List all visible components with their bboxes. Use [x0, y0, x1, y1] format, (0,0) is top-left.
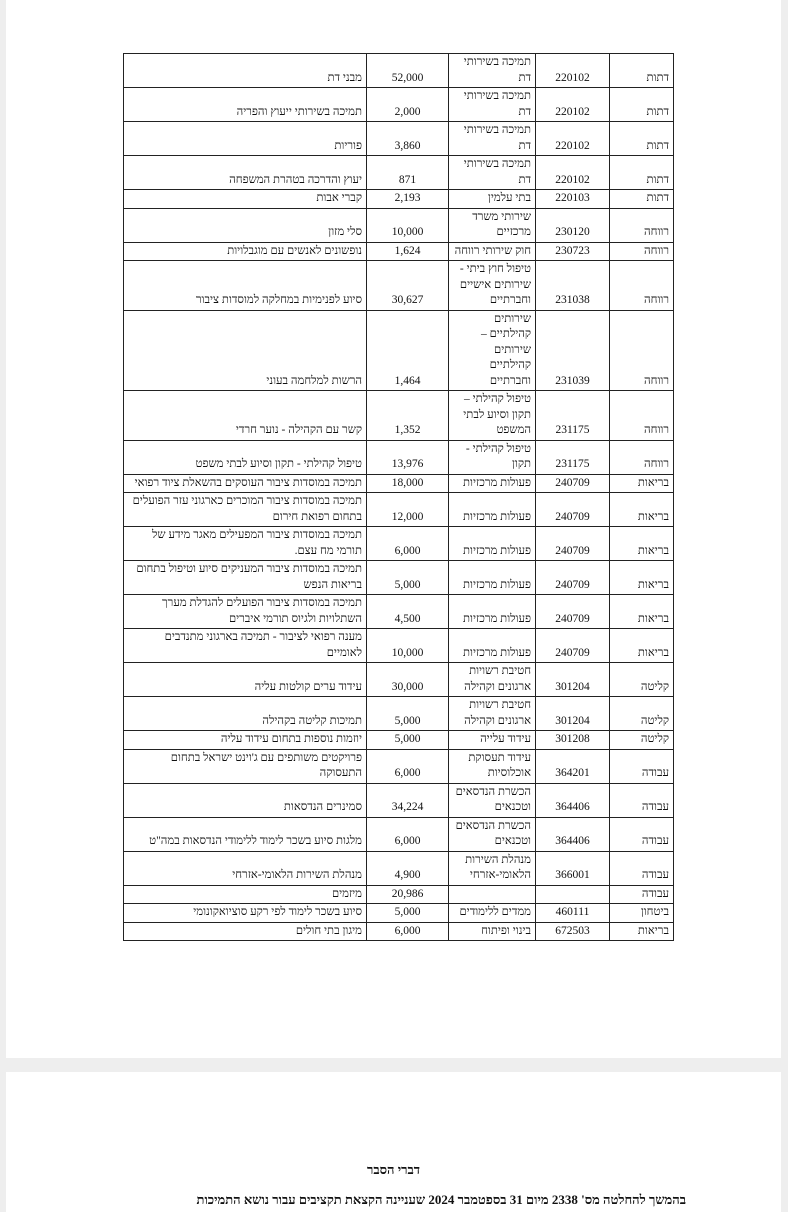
table-row [124, 474, 674, 493]
budget-item-cell: תמיכה בשירותי דת [449, 88, 536, 122]
budget-item-cell: פעולות מרכזיות [449, 474, 536, 493]
budget-item-cell: פעולות מרכזיות [449, 629, 536, 663]
ministry-cell: עבודה [610, 885, 674, 904]
budget-item-cell: תמיכה בשירותי דת [449, 54, 536, 88]
purpose-cell: תמיכה במוסדות ציבור המעניקים סיוע וטיפול בתחום בריאות הנפש [124, 561, 367, 595]
code-cell: 364406 [536, 817, 610, 851]
ministry-cell: בריאות [610, 629, 674, 663]
explanation-first-line: בהמשך להחלטה מס' 2338 מיום 31 בספטמבר 2024 שעניינה הקצאת תקציבים עבור נושא התמיכות [196, 1192, 686, 1207]
amount-cell: 30,627 [367, 261, 449, 311]
table-row [124, 242, 674, 261]
budget-item-cell: תמיכה בשירותי דת [449, 156, 536, 190]
ministry-cell: רווחה [610, 391, 674, 441]
ministry-cell: רווחה [610, 242, 674, 261]
ministry-cell: רווחה [610, 310, 674, 391]
table-row [124, 527, 674, 561]
table-row [124, 54, 674, 88]
purpose-cell: סלי מזון [124, 208, 367, 242]
code-cell: 301204 [536, 697, 610, 731]
budget-item-cell: פעולות מרכזיות [449, 493, 536, 527]
amount-cell: 4,500 [367, 595, 449, 629]
ministry-cell: קליטה [610, 731, 674, 750]
purpose-cell: פרויקטים משותפים עם ג'וינט ישראל בתחום התעסוקה [124, 749, 367, 783]
code-cell: 301204 [536, 663, 610, 697]
code-cell: 240709 [536, 629, 610, 663]
ministry-cell: עבודה [610, 817, 674, 851]
purpose-cell: עידוד ערים קולטות עליה [124, 663, 367, 697]
table-row [124, 629, 674, 663]
ministry-cell: קליטה [610, 663, 674, 697]
amount-cell: 3,860 [367, 122, 449, 156]
table-row [124, 783, 674, 817]
code-cell: 231039 [536, 310, 610, 391]
purpose-cell: מענה רפואי לציבור - תמיכה בארגוני מתנדבים לאומיים [124, 629, 367, 663]
amount-cell: 52,000 [367, 54, 449, 88]
budget-table [123, 53, 674, 941]
table-row [124, 391, 674, 441]
code-cell: 220102 [536, 88, 610, 122]
code-cell: 231038 [536, 261, 610, 311]
budget-item-cell: הכשרת הנדסאים וטכנאים [449, 817, 536, 851]
code-cell: 230120 [536, 208, 610, 242]
amount-cell: 10,000 [367, 208, 449, 242]
purpose-cell: סמינרים הנדסאות [124, 783, 367, 817]
amount-cell: 34,224 [367, 783, 449, 817]
table-row [124, 122, 674, 156]
ministry-cell: בריאות [610, 595, 674, 629]
document-page-2 [6, 1072, 781, 1212]
budget-item-cell: חטיבת רשויות ארגונים וקהילה [449, 697, 536, 731]
code-cell: 240709 [536, 595, 610, 629]
code-cell: 220102 [536, 156, 610, 190]
table-row [124, 904, 674, 923]
budget-item-cell: עידוד תעסוקת אוכלוסיות [449, 749, 536, 783]
amount-cell: 871 [367, 156, 449, 190]
code-cell: 230723 [536, 242, 610, 261]
purpose-cell: יוזמות נוספות בתחום עידוד עליה [124, 731, 367, 750]
budget-item-cell: טיפול חוץ ביתי -שירותים אישיים וחברתיים [449, 261, 536, 311]
ministry-cell: בריאות [610, 922, 674, 941]
table-row [124, 561, 674, 595]
table-row [124, 208, 674, 242]
budget-item-cell: מנהלת השירות הלאומי-אזרחי [449, 851, 536, 885]
amount-cell: 6,000 [367, 527, 449, 561]
budget-item-cell: תמיכה בשירותי דת [449, 122, 536, 156]
ministry-cell: ביטחון [610, 904, 674, 923]
amount-cell: 2,000 [367, 88, 449, 122]
code-cell: 240709 [536, 527, 610, 561]
budget-item-cell: ממדים ללימודים [449, 904, 536, 923]
amount-cell: 1,464 [367, 310, 449, 391]
table-row [124, 817, 674, 851]
budget-item-cell: פעולות מרכזיות [449, 561, 536, 595]
table-row [124, 261, 674, 311]
budget-item-cell: בינוי ופיתוח [449, 922, 536, 941]
table-row [124, 190, 674, 209]
purpose-cell: פוריות [124, 122, 367, 156]
amount-cell: 20,986 [367, 885, 449, 904]
table-row [124, 663, 674, 697]
code-cell: 460111 [536, 904, 610, 923]
table-row [124, 749, 674, 783]
table-row [124, 922, 674, 941]
budget-item-cell: חוק שירותי רווחה [449, 242, 536, 261]
amount-cell: 2,193 [367, 190, 449, 209]
ministry-cell: בריאות [610, 561, 674, 595]
code-cell: 220102 [536, 54, 610, 88]
table-row [124, 851, 674, 885]
amount-cell: 6,000 [367, 817, 449, 851]
budget-item-cell: הכשרת הנדסאים וטכנאים [449, 783, 536, 817]
ministry-cell: בריאות [610, 527, 674, 561]
amount-cell: 4,900 [367, 851, 449, 885]
budget-item-cell: בתי עלמין [449, 190, 536, 209]
document-page [6, 0, 781, 1058]
table-row [124, 156, 674, 190]
table-row [124, 440, 674, 474]
amount-cell: 12,000 [367, 493, 449, 527]
purpose-cell: נופשונים לאנשים עם מוגבלויות [124, 242, 367, 261]
purpose-cell: קברי אבות [124, 190, 367, 209]
table-row [124, 885, 674, 904]
ministry-cell: עבודה [610, 851, 674, 885]
amount-cell: 18,000 [367, 474, 449, 493]
code-cell: 364406 [536, 783, 610, 817]
purpose-cell: מיזמים [124, 885, 367, 904]
purpose-cell: מבני דת [124, 54, 367, 88]
budget-item-cell: פעולות מרכזיות [449, 527, 536, 561]
amount-cell: 5,000 [367, 561, 449, 595]
code-cell: 364201 [536, 749, 610, 783]
purpose-cell: סיוע לפנימיות במחלקה למוסדות ציבור [124, 261, 367, 311]
purpose-cell: תמיכה במוסדות ציבור הפועלים להגדלת מערך השתלויות ולגיוס תורמי איברים [124, 595, 367, 629]
ministry-cell: דתות [610, 54, 674, 88]
ministry-cell: קליטה [610, 697, 674, 731]
code-cell: 231175 [536, 440, 610, 474]
amount-cell: 13,976 [367, 440, 449, 474]
code-cell [536, 885, 610, 904]
code-cell: 220103 [536, 190, 610, 209]
code-cell: 672503 [536, 922, 610, 941]
budget-item-cell: חטיבת רשויות ארגונים וקהילה [449, 663, 536, 697]
amount-cell: 10,000 [367, 629, 449, 663]
purpose-cell: מנהלת השירות הלאומי-אזרחי [124, 851, 367, 885]
budget-item-cell: עידוד עלייה [449, 731, 536, 750]
budget-item-cell: שירותי משרד מרכזיים [449, 208, 536, 242]
table-row [124, 595, 674, 629]
budget-item-cell: טיפול קהילתי - תקון [449, 440, 536, 474]
budget-item-cell [449, 885, 536, 904]
ministry-cell: עבודה [610, 783, 674, 817]
code-cell: 301208 [536, 731, 610, 750]
amount-cell: 5,000 [367, 697, 449, 731]
ministry-cell: דתות [610, 190, 674, 209]
ministry-cell: עבודה [610, 749, 674, 783]
code-cell: 220102 [536, 122, 610, 156]
purpose-cell: תמיכה במוסדות ציבור העוסקים בהשאלת ציוד רפואי [124, 474, 367, 493]
ministry-cell: בריאות [610, 474, 674, 493]
table-row [124, 88, 674, 122]
explanation-heading: דברי הסבר [366, 1162, 421, 1177]
purpose-cell: תמיכה במוסדות ציבור המוכרים כארגוני עזר הפועלים בתחום רפואת חירום [124, 493, 367, 527]
table-row [124, 493, 674, 527]
purpose-cell: תמיכות קליטה בקהילה [124, 697, 367, 731]
purpose-cell: יעוץ והדרכה בטהרת המשפחה [124, 156, 367, 190]
table-row [124, 697, 674, 731]
purpose-cell: קשר עם הקהילה - נוער חרדי [124, 391, 367, 441]
ministry-cell: רווחה [610, 261, 674, 311]
code-cell: 240709 [536, 561, 610, 595]
purpose-cell: טיפול קהילתי - תקון וסיוע לבתי משפט [124, 440, 367, 474]
amount-cell: 6,000 [367, 922, 449, 941]
amount-cell: 30,000 [367, 663, 449, 697]
code-cell: 240709 [536, 474, 610, 493]
ministry-cell: דתות [610, 88, 674, 122]
ministry-cell: רווחה [610, 440, 674, 474]
budget-item-cell: פעולות מרכזיות [449, 595, 536, 629]
ministry-cell: בריאות [610, 493, 674, 527]
table-row [124, 731, 674, 750]
amount-cell: 1,624 [367, 242, 449, 261]
purpose-cell: מלגות סיוע בשכר לימוד ללימודי הנדסאות במה"ט [124, 817, 367, 851]
code-cell: 366001 [536, 851, 610, 885]
purpose-cell: תמיכה בשירותי ייעוץ והפריה [124, 88, 367, 122]
code-cell: 240709 [536, 493, 610, 527]
amount-cell: 6,000 [367, 749, 449, 783]
table-row [124, 310, 674, 391]
purpose-cell: סיוע בשכר לימוד לפי רקע סוציואקונומי [124, 904, 367, 923]
budget-item-cell: טיפול קהילתי – תקון וסיוע לבתי המשפט [449, 391, 536, 441]
ministry-cell: דתות [610, 122, 674, 156]
purpose-cell: הרשות למלחמה בעוני [124, 310, 367, 391]
ministry-cell: דתות [610, 156, 674, 190]
amount-cell: 5,000 [367, 904, 449, 923]
amount-cell: 1,352 [367, 391, 449, 441]
ministry-cell: רווחה [610, 208, 674, 242]
budget-item-cell: שירותים קהילתיים – שירותים קהילתיים וחברתיים [449, 310, 536, 391]
amount-cell: 5,000 [367, 731, 449, 750]
purpose-cell: מיגון בתי חולים [124, 922, 367, 941]
code-cell: 231175 [536, 391, 610, 441]
purpose-cell: תמיכה במוסדות ציבור המפעילים מאגר מידע של תורמי מח עצם. [124, 527, 367, 561]
